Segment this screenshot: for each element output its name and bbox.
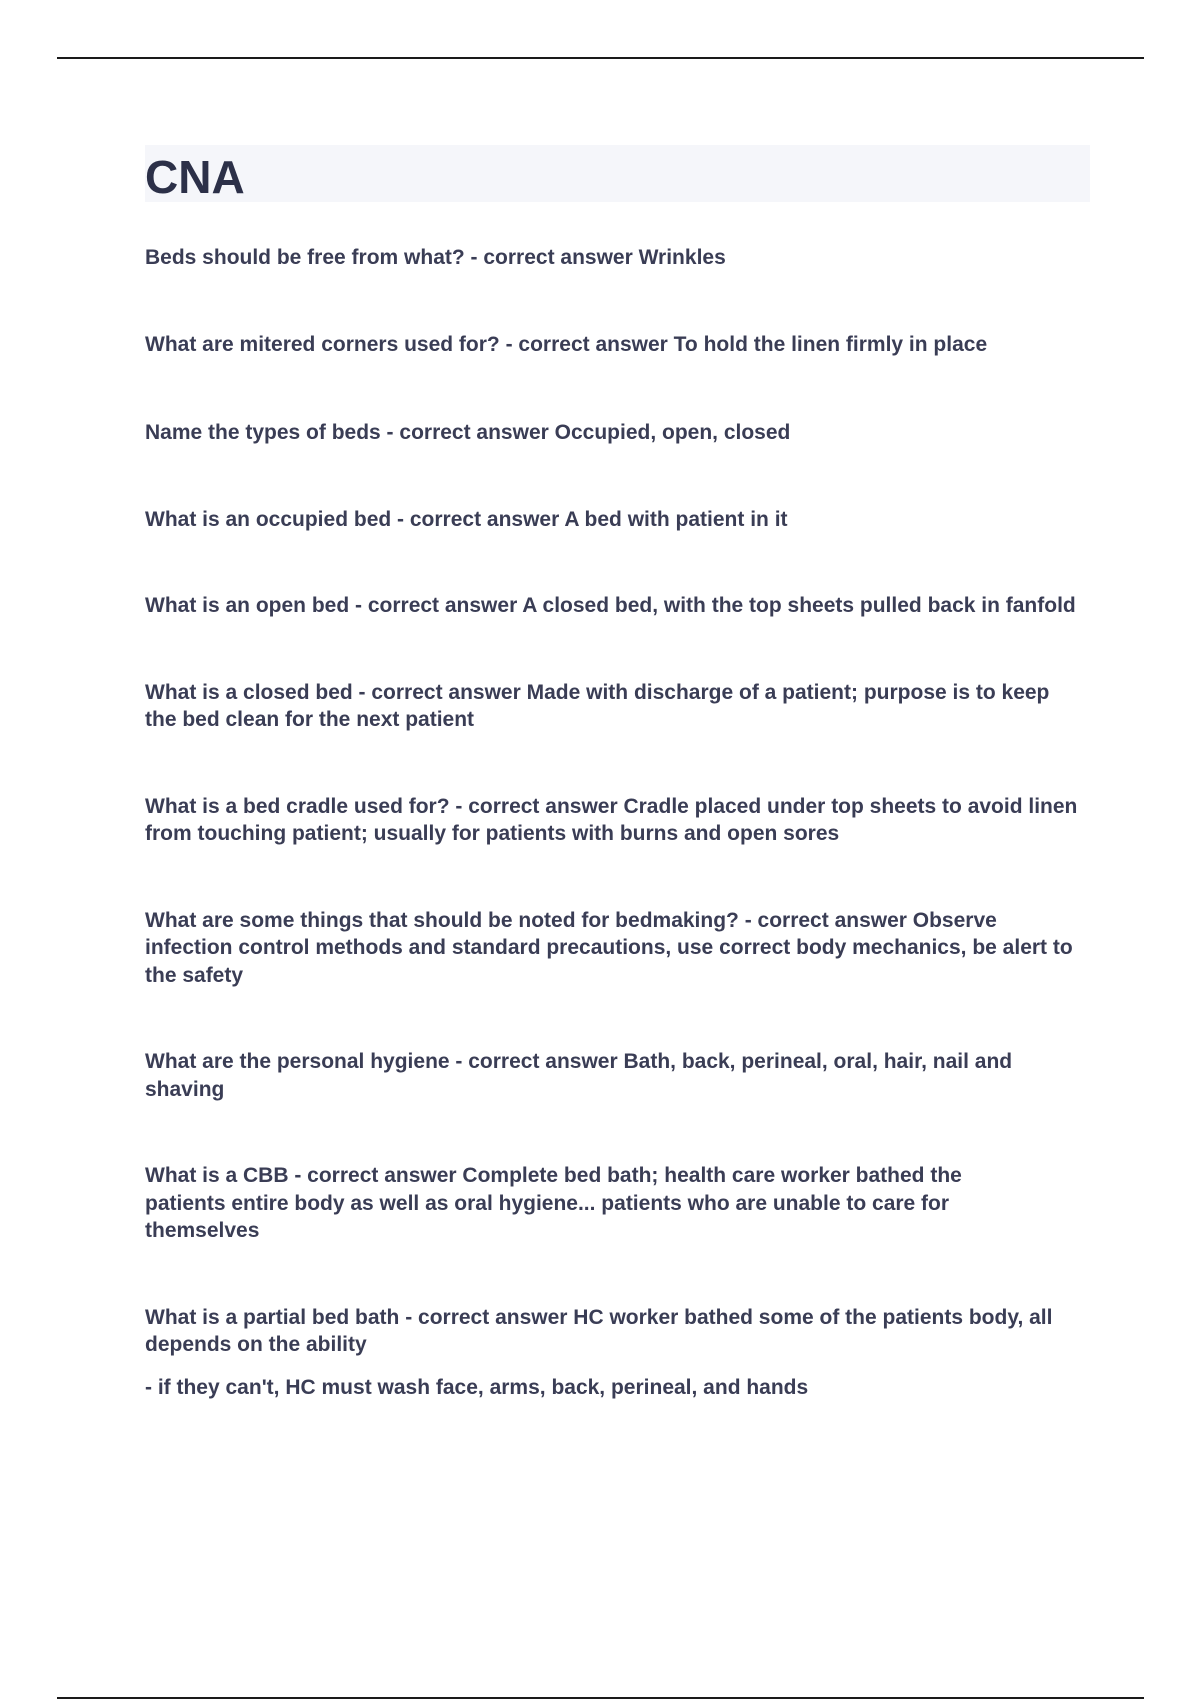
header-rule: [57, 57, 1144, 59]
footer-rule: [57, 1697, 1144, 1699]
document-title: CNA: [145, 150, 245, 203]
qa-item: What is a bed cradle used for? - correct answer Cradle placed under top sheets to avoid linen from touching patient; usually for patients with burns and open sores: [145, 794, 1084, 845]
qa-item: What is a CBB - correct answer Complete bed bath; health care worker bathed the patients entire body as well as oral hygiene... patients who are unable to care for themselves: [145, 1164, 968, 1242]
document-body: [145, 145, 1090, 1401]
qa-item: What is a partial bed bath - correct answer HC worker bathed some of the patients body, all depends on the ability: [145, 1305, 1059, 1356]
qa-item: Beds should be free from what? - correct answer Wrinkles: [145, 246, 726, 269]
qa-item: What are the personal hygiene - correct answer Bath, back, perineal, oral, hair, nail and shaving: [145, 1050, 1018, 1101]
title-bar: [145, 145, 1090, 202]
qa-item: What are mitered corners used for? - correct answer To hold the linen firmly in place: [145, 332, 988, 356]
qa-item: What is a closed bed - correct answer Made with discharge of a patient; purpose is to keep the bed clean for the next patient: [145, 680, 1056, 731]
qa-item: What are some things that should be noted for bedmaking? - correct answer Observe infection control methods and standard precautions, use correct body mechanics, be alert to the safety: [145, 908, 1079, 987]
qa-item: What is an occupied bed - correct answer A bed with patient in it: [145, 507, 788, 531]
qa-list: [145, 244, 1090, 1401]
qa-continuation: - if they can't, HC must wash face, arms, back, perineal, and hands: [145, 1375, 809, 1399]
qa-item: Name the types of beds - correct answer Occupied, open, closed: [145, 421, 791, 444]
qa-item: What is an open bed - correct answer A closed bed, with the top sheets pulled back in fanfold: [145, 594, 1076, 617]
